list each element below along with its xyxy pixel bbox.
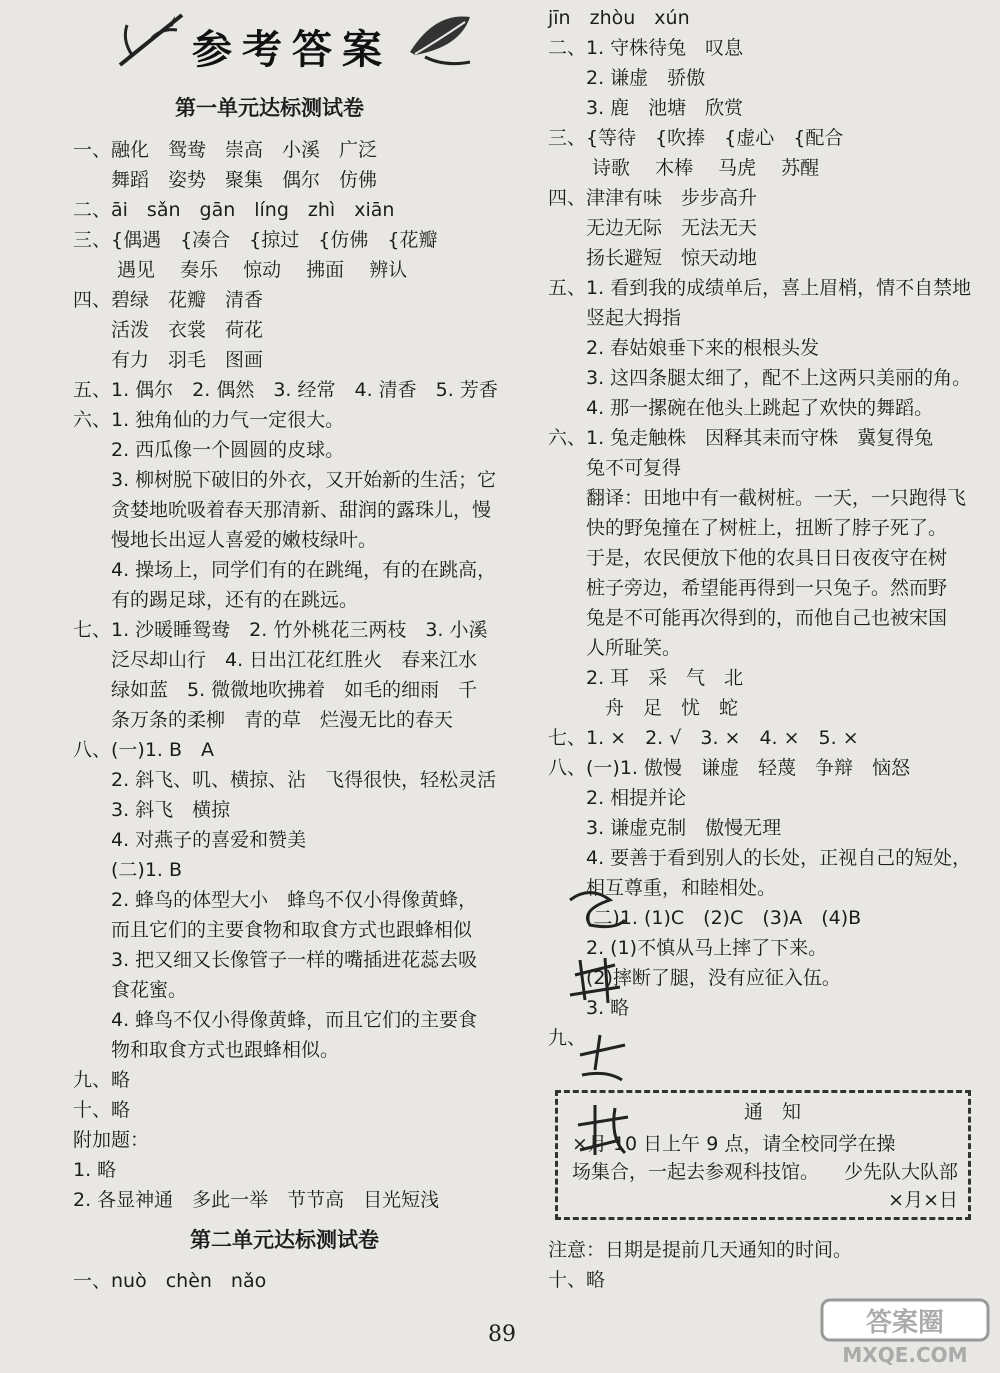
answer-line: jīn zhòu xún [548,7,690,29]
unit2-first-line: 一、nuò chèn nǎo [73,1270,267,1292]
page-number: 89 [488,1322,516,1347]
answer-line: 食花蜜。 [73,979,188,1001]
notice-note: 注意：日期是提前几天通知的时间。 [548,1239,853,1261]
answer-line: 快的野兔撞在了树桩上，扭断了脖子死了。 [548,517,948,539]
notice-body-2: 场集合，一起去参观科技馆。 [572,1161,820,1183]
notice-body-1: ×月 10 日上午 9 点，请全校同学在操 [572,1133,896,1155]
answer-line: 翻译：田地中有一截树桩。一天，一只跑得飞 [548,487,967,509]
answer-line: (2)摔断了腿，没有应征入伍。 [548,967,841,989]
answer-line: 桩子旁边，希望能再得到一只兔子。然而野 [548,577,948,599]
answer-line: 六、1. 兔走触株 因释其耒而守株 冀复得兔 [548,427,934,449]
answer-line: 4. 操场上，同学们有的在跳绳，有的在跳高， [73,559,497,581]
answer-line: 八、(一)1. B A [73,739,215,761]
answer-line: 2. (1)不慎从马上摔了下来。 [548,937,828,959]
watermark-logo [820,1298,990,1368]
answer-line: 诗歌 木棒 马虎 苏醒 [548,157,820,179]
answer-line: 九、略 [73,1069,131,1091]
answer-line: 2. 耳 采 气 北 [548,667,744,689]
answer-line: (二)1. B [73,859,183,881]
answer-line: 活泼 衣裳 荷花 [73,319,264,341]
page-title: 参考答案 [192,27,392,73]
notice-title: 通 知 [744,1101,802,1123]
answer-line: 扬长避短 惊天动地 [548,247,758,269]
unit2-heading: 第二单元达标测试卷 [190,1228,379,1252]
notice-signature: 少先队大队部 [843,1161,958,1183]
answer-line: 2. 蜂鸟的体型大小 蜂鸟不仅小得像黄蜂， [73,889,478,911]
answer-line: 七、1. × 2. √ 3. × 4. × 5. × [548,727,859,749]
answer-line: 相互尊重，和睦相处。 [548,877,777,899]
answer-line: 无边无际 无法无天 [548,217,758,239]
answer-line: 条万条的柔柳 青的草 烂漫无比的春天 [73,709,454,731]
answer-line: 有力 羽毛 图画 [73,349,264,371]
answer-line: 六、1. 独角仙的力气一定很大。 [73,409,345,431]
answer-line: 二、1. 守株待兔 叹息 [548,37,744,59]
answer-line: 2. 谦虚 骄傲 [548,67,706,89]
answer-line: 兔不可复得 [548,457,682,479]
answer-line: 1. 略 [73,1159,117,1181]
notice-date: ×月×日 [888,1189,958,1211]
answer-line: 三、{偶遇 {凑合 {掠过 {仿佛 {花瓣 [73,229,438,251]
answer-line: 四、碧绿 花瓣 清香 [73,289,264,311]
answer-line: 2. 相提并论 [548,787,687,809]
answer-line: 2. 斜飞、叽、横掠、沾 飞得很快，轻松灵活 [73,769,497,791]
answer-line: 3. 柳树脱下破旧的外衣，又开始新的生活；它 [73,469,497,491]
answer-line: 三、{等待 {吹捧 {虚心 {配合 [548,127,844,149]
answer-line: 兔是不可能再次得到的，而他自己也被宋国 [548,607,948,629]
answer-line: 4. 对燕子的喜爱和赞美 [73,829,307,851]
answer-line: 竖起大拇指 [548,307,682,329]
unit1-heading: 第一单元达标测试卷 [175,96,364,120]
answer-line: 遇见 奏乐 惊动 拂面 辨认 [73,259,408,281]
answer-line: 泛尽却山行 4. 日出江花红胜火 春来江水 [73,649,478,671]
answer-line: 附加题： [73,1129,150,1151]
answer-line: 4. 蜂鸟不仅小得像黄蜂，而且它们的主要食 [73,1009,478,1031]
answer-line: 舞蹈 姿势 聚集 偶尔 仿佛 [73,169,378,191]
answer-line: 四、津津有味 步步高升 [548,187,758,209]
answer-line: 贪婪地吮吸着春天那清新、甜润的露珠儿，慢 [73,499,492,521]
handwriting-scribble-2 [570,1030,640,1170]
answer-line: 八、(一)1. 傲慢 谦虚 轻蔑 争辩 恼怒 [548,757,910,779]
answer-line: 五、1. 看到我的成绩单后，喜上眉梢，情不自禁地 [548,277,972,299]
watermark-top-text: 答案圈 [865,1308,945,1338]
answer-line: 九、 [548,1027,587,1049]
answer-line: 3. 这四条腿太细了，配不上这两只美丽的角。 [548,367,972,389]
answer-line: 人所耻笑。 [548,637,682,659]
answer-line: 十、略 [73,1099,131,1121]
answer-line: 有的踢足球，还有的在跳远。 [73,589,359,611]
watermark-bottom-text: MXQE.COM [842,1343,968,1367]
answer-line: 慢地长出逗人喜爱的嫩枝绿叶。 [73,529,378,551]
answer-line: 2. 各显神通 多此一举 节节高 目光短浅 [73,1189,440,1211]
leaf-decoration-icon [405,12,475,72]
answer-line: 3. 鹿 池塘 欣赏 [548,97,744,119]
answer-line: 于是，农民便放下他的农具日日夜夜守在树 [548,547,948,569]
answer-line: 3. 斜飞 横掠 [73,799,231,821]
answer-line: 3. 把又细又长像管子一样的嘴插进花蕊去吸 [73,949,478,971]
answer-line: 3. 略 [548,997,630,1019]
handwriting-scribble [560,880,640,1040]
answer-line: 绿如蓝 5. 微微地吹拂着 如毛的细雨 千 [73,679,478,701]
answer-line: 一、融化 鸳鸯 崇高 小溪 广泛 [73,139,378,161]
answer-line: 3. 谦虚克制 傲慢无理 [548,817,782,839]
answer-line: 4. 要善于看到别人的长处，正视自己的短处， [548,847,972,869]
answer-line: 4. 那一摞碗在他头上跳起了欢快的舞蹈。 [548,397,934,419]
answer-line: 二、āi sǎn gān líng zhì xiān [73,199,395,221]
answer-line: 五、1. 偶尔 2. 偶然 3. 经常 4. 清香 5. 芳香 [73,379,498,401]
answer-line: 七、1. 沙暖睡鸳鸯 2. 竹外桃花三两枝 3. 小溪 [73,619,488,641]
answer-line: 而且它们的主要食物和取食方式也跟蜂相似 [73,919,473,941]
answer-line: 物和取食方式也跟蜂相似。 [73,1039,340,1061]
last-answer: 十、略 [548,1269,606,1291]
answer-line: 2. 春姑娘垂下来的根根头发 [548,337,820,359]
answer-line: 2. 西瓜像一个圆圆的皮球。 [73,439,345,461]
bamboo-decoration-icon [112,10,192,70]
answer-line: (二)1. (1)C (2)C (3)A (4)B [548,907,862,929]
answer-line: 舟 足 忧 蛇 [548,697,739,719]
